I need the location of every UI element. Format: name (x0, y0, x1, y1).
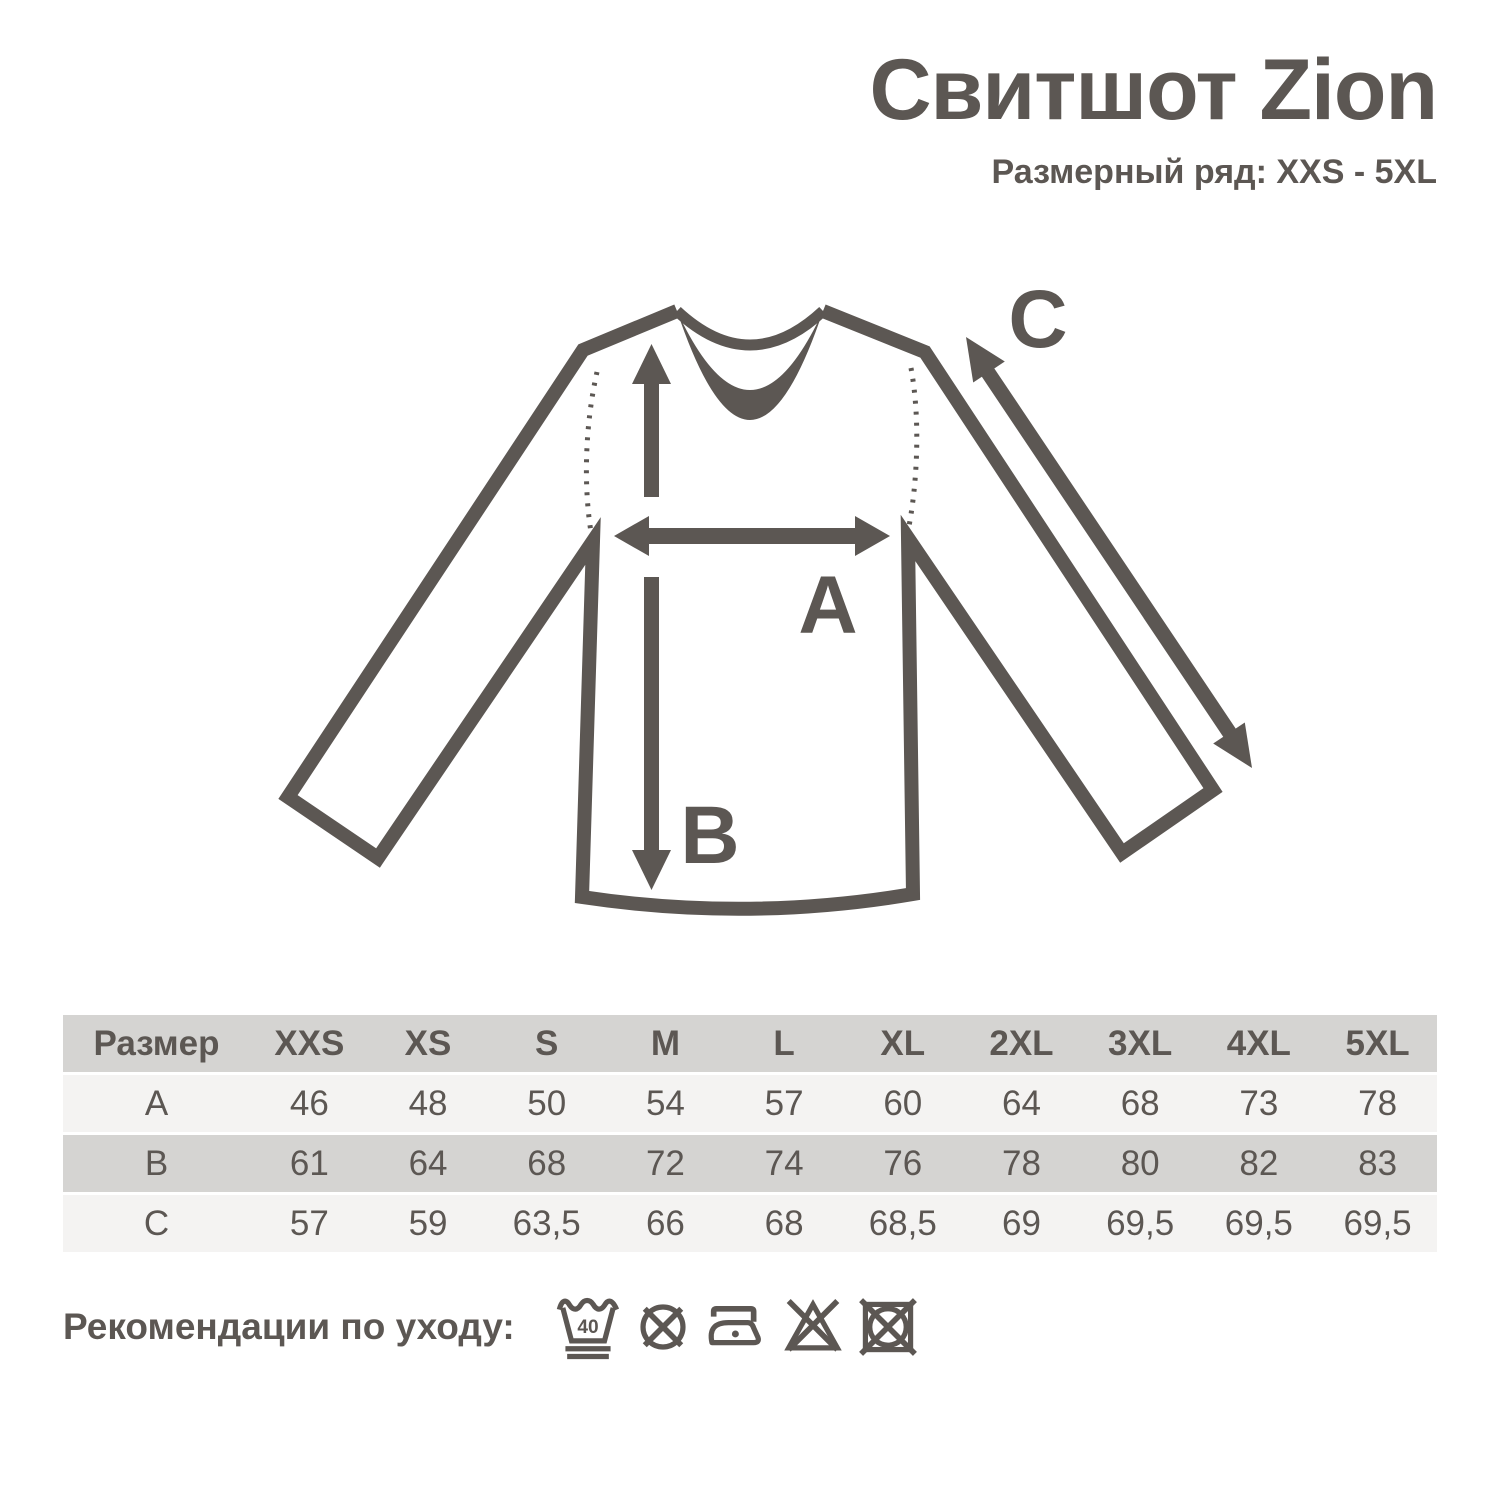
measure-arrow-c (966, 337, 1252, 768)
cell-a-xxs: 46 (250, 1075, 369, 1132)
cell-b-5xl: 83 (1318, 1135, 1437, 1192)
cell-a-xl: 60 (843, 1075, 962, 1132)
cell-a-2xl: 64 (962, 1075, 1081, 1132)
column-header-xs: XS (369, 1015, 488, 1072)
cell-c-xl: 68,5 (843, 1195, 962, 1252)
cell-a-4xl: 73 (1200, 1075, 1319, 1132)
table-row-c (63, 1195, 1437, 1252)
column-header-m: M (606, 1015, 725, 1072)
cell-b-xl: 76 (843, 1135, 962, 1192)
measure-arrow-a (614, 516, 890, 556)
cell-c-xs: 59 (369, 1195, 488, 1252)
column-header-xl: XL (843, 1015, 962, 1072)
header (869, 44, 1437, 192)
armhole-seam-right-dotted (907, 368, 917, 536)
measure-label-b: B (680, 790, 740, 881)
measure-label-c: C (1008, 274, 1068, 365)
cell-a-3xl: 68 (1081, 1075, 1200, 1132)
wash-40-icon (555, 1294, 621, 1360)
cell-c-s: 63,5 (487, 1195, 606, 1252)
size-table (63, 1012, 1437, 1255)
row-label: B (63, 1135, 250, 1192)
care-icons (555, 1294, 921, 1360)
cell-b-l: 74 (725, 1135, 844, 1192)
column-header-2xl: 2XL (962, 1015, 1081, 1072)
cell-a-xs: 48 (369, 1075, 488, 1132)
sweatshirt-measurement-diagram (240, 255, 1300, 955)
cell-c-xxs: 57 (250, 1195, 369, 1252)
column-header-size: Размер (63, 1015, 250, 1072)
cell-c-3xl: 69,5 (1081, 1195, 1200, 1252)
armhole-seam-left-dotted (586, 372, 597, 538)
column-header-xxs: XXS (250, 1015, 369, 1072)
row-label: A (63, 1075, 250, 1132)
do-not-dry-clean-icon (630, 1294, 696, 1360)
table-row-b (63, 1135, 1437, 1192)
size-range-label: Размерный ряд: XXS - 5XL (991, 152, 1437, 191)
measure-label-a: A (798, 560, 858, 651)
cell-c-5xl: 69,5 (1318, 1195, 1437, 1252)
column-header-l: L (725, 1015, 844, 1072)
column-header-s: S (487, 1015, 606, 1072)
cell-b-s: 68 (487, 1135, 606, 1192)
measure-arrow-b (632, 344, 671, 890)
svg-text:40: 40 (577, 1317, 599, 1339)
cell-b-m: 72 (606, 1135, 725, 1192)
table-row-a (63, 1075, 1437, 1132)
cell-a-5xl: 78 (1318, 1075, 1437, 1132)
column-header-3xl: 3XL (1081, 1015, 1200, 1072)
do-not-tumble-dry-icon (855, 1294, 921, 1360)
cell-b-xs: 64 (369, 1135, 488, 1192)
do-not-bleach-icon (780, 1294, 846, 1360)
cell-a-l: 57 (725, 1075, 844, 1132)
row-label: C (63, 1195, 250, 1252)
column-header-5xl: 5XL (1318, 1015, 1437, 1072)
page-title: Свитшот Zion (869, 42, 1437, 138)
care-recommendations (63, 1294, 921, 1360)
cell-b-xxs: 61 (250, 1135, 369, 1192)
cell-a-m: 54 (606, 1075, 725, 1132)
cell-c-2xl: 69 (962, 1195, 1081, 1252)
size-table-header-row (63, 1015, 1437, 1072)
care-label: Рекомендации по уходу: (63, 1306, 515, 1347)
cell-b-3xl: 80 (1081, 1135, 1200, 1192)
cell-c-4xl: 69,5 (1200, 1195, 1319, 1252)
cell-c-m: 66 (606, 1195, 725, 1252)
cell-b-4xl: 82 (1200, 1135, 1319, 1192)
iron-low-temp-icon (705, 1294, 771, 1360)
collar-top-edge (677, 311, 823, 345)
cell-a-s: 50 (487, 1075, 606, 1132)
cell-b-2xl: 78 (962, 1135, 1081, 1192)
column-header-4xl: 4XL (1200, 1015, 1319, 1072)
cell-c-l: 68 (725, 1195, 844, 1252)
